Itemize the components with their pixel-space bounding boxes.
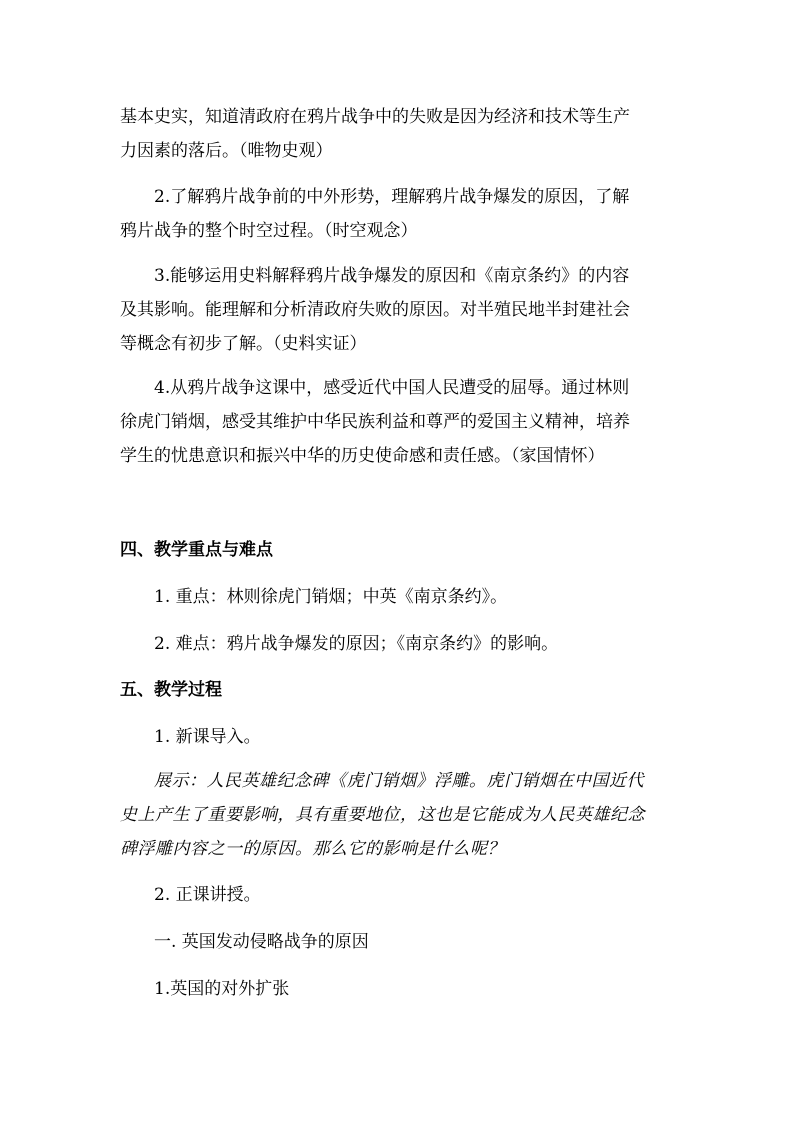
text-line: 1.英国的对外扩张 xyxy=(154,979,290,999)
text-line: 2. 正课讲授。 xyxy=(154,885,261,905)
text-line: 徐虎门销烟，感受其维护中华民族利益和尊严的爱国主义精神，培养 xyxy=(120,412,630,432)
objective-paragraph-4 xyxy=(120,371,680,473)
intro-paragraph xyxy=(120,764,680,866)
step-new-lesson-intro xyxy=(120,720,680,754)
text-line: 及其影响。能理解和分析清政府失败的原因。对半殖民地半封建社会 xyxy=(120,300,630,320)
text-line: 一. 英国发动侵略战争的原因 xyxy=(154,932,369,952)
objective-paragraph-1 xyxy=(120,100,680,168)
subsection-heading-war-causes xyxy=(120,925,680,959)
step-main-lecture xyxy=(120,878,680,912)
text-line: 1. 重点：林则徐虎门销烟；中英《南京条约》。 xyxy=(154,587,508,607)
text-line: 2.了解鸦片战争前的中外形势，理解鸦片战争爆发的原因，了解 xyxy=(154,187,630,207)
text-line: 碑浮雕内容之一的原因。那么它的影响是什么呢？ xyxy=(120,839,505,859)
text-line: 史上产生了重要影响，具有重要地位，这也是它能成为人民英雄纪念 xyxy=(120,805,645,825)
text-line: 展示：人民英雄纪念碑《虎门销烟》浮雕。虎门销烟在中国近代 xyxy=(154,771,644,791)
text-line: 等概念有初步了解。（史料实证） xyxy=(120,334,367,354)
objective-paragraph-2 xyxy=(120,180,680,248)
text-line: 鸦片战争的整个时空过程。（时空观念） xyxy=(120,221,418,241)
text-line: 力因素的落后。（唯物史观） xyxy=(120,141,333,161)
section-heading-key-points: 四、教学重点与难点 xyxy=(120,540,273,560)
text-line: 1. 新课导入。 xyxy=(154,727,261,747)
section-heading-teaching-process: 五、教学过程 xyxy=(120,680,222,700)
text-line: 基本史实，知道清政府在鸦片战争中的失败是因为经济和技术等生产 xyxy=(120,107,630,127)
objective-paragraph-3 xyxy=(120,259,680,361)
text-line: 4.从鸦片战争这课中，感受近代中国人民遭受的屈辱。通过林则 xyxy=(154,378,630,398)
key-point-item xyxy=(120,580,680,614)
text-line: 学生的忧患意识和振兴中华的历史使命感和责任感。（家国情怀） xyxy=(120,446,605,466)
difficulty-item xyxy=(120,627,680,661)
subsection-item-expansion xyxy=(120,972,680,1006)
text-line: 2. 难点：鸦片战争爆发的原因；《南京条约》的影响。 xyxy=(154,634,559,654)
text-line: 3.能够运用史料解释鸦片战争爆发的原因和《南京条约》的内容 xyxy=(154,266,630,286)
